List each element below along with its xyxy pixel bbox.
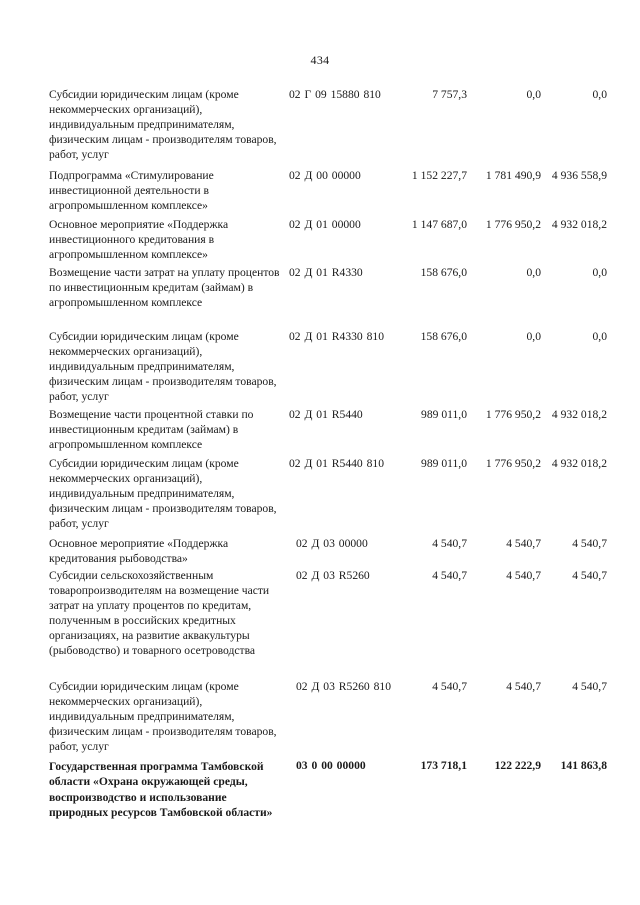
row-name: Субсидии юридическим лицам (кроме некоммерческих организаций), индивидуальным предпринимателям, физическим лицам - производителям товаров, работ, услуг	[49, 680, 277, 753]
row-code: 02 Д 00 00000	[289, 169, 361, 182]
row-code: 02 Д 03 R5260	[296, 569, 370, 582]
row-value-1: 4 540,7	[432, 569, 467, 582]
row-name: Основное мероприятие «Поддержка кредитования рыбоводства»	[49, 537, 229, 565]
row-value-3: 4 932 018,2	[551, 457, 607, 470]
row-value-1: 4 540,7	[432, 680, 467, 693]
row-value-3: 141 863,8	[560, 759, 607, 772]
row-name: Государственная программа Тамбовской области «Охрана окружающей среды, воспроизводство и использование природных ресурсов Тамбовской области»	[49, 760, 273, 819]
row-value-1: 989 011,0	[421, 457, 467, 470]
row-value-3: 0,0	[592, 266, 607, 279]
row-name: Субсидии юридическим лицам (кроме некоммерческих организаций), индивидуальным предпринимателям, физическим лицам - производителям товаров, работ, услуг	[49, 457, 277, 530]
row-code: 02 Г 09 15880 810	[289, 88, 381, 101]
row-code: 02 Д 01 00000	[289, 218, 361, 231]
row-name: Основное мероприятие «Поддержка инвестиционного кредитования в агропромышленном комплексе»	[49, 218, 229, 261]
row-value-1: 1 147 687,0	[411, 218, 467, 231]
row-value-3: 0,0	[592, 330, 607, 343]
row-value-2: 0,0	[526, 330, 541, 343]
row-value-3: 4 540,7	[572, 537, 607, 550]
row-value-2: 4 540,7	[506, 569, 541, 582]
row-code: 02 Д 01 R4330 810	[289, 330, 385, 343]
row-value-1: 1 152 227,7	[411, 169, 467, 182]
row-name: Подпрограмма «Стимулирование инвестиционной деятельности в агропромышленном комплексе»	[49, 169, 214, 212]
row-value-3: 4 932 018,2	[551, 218, 607, 231]
row-code: 02 Д 03 00000	[296, 537, 368, 550]
row-value-2: 4 540,7	[506, 537, 541, 550]
row-value-2: 4 540,7	[506, 680, 541, 693]
row-name: Возмещение части затрат на уплату процентов по инвестиционным кредитам (займам) в агропромышленном комплексе	[49, 266, 280, 309]
page-number: 434	[310, 53, 330, 67]
row-value-2: 1 776 950,2	[485, 218, 541, 231]
row-value-3: 4 936 558,9	[551, 169, 607, 182]
row-code: 02 Д 01 R5440	[289, 408, 363, 421]
row-value-2: 0,0	[526, 266, 541, 279]
row-value-3: 0,0	[592, 88, 607, 101]
row-value-1: 4 540,7	[432, 537, 467, 550]
row-value-1: 158 676,0	[420, 266, 467, 279]
row-code: 02 Д 01 R4330	[289, 266, 363, 279]
row-value-1: 989 011,0	[421, 408, 467, 421]
row-code: 02 Д 01 R5440 810	[289, 457, 385, 470]
row-name: Субсидии сельскохозяйственным товаропроизводителям на возмещение части затрат на уплату процентов по кредитам, полученным в российских кредитных организациях, на развитие аквакультуры (рыбоводство) и товарного осетроводства	[49, 569, 270, 657]
row-name: Субсидии юридическим лицам (кроме некоммерческих организаций), индивидуальным предпринимателям, физическим лицам - производителям товаров, работ, услуг	[49, 330, 277, 403]
row-name: Возмещение части процентной ставки по инвестиционным кредитам (займам) в агропромышленном комплексе	[49, 408, 254, 451]
row-value-2: 0,0	[526, 88, 541, 101]
row-value-2: 1 781 490,9	[485, 169, 541, 182]
row-code: 03 0 00 00000	[296, 759, 366, 772]
row-name: Субсидии юридическим лицам (кроме некоммерческих организаций), индивидуальным предпринимателям, физическим лицам - производителям товаров, работ, услуг	[49, 88, 277, 161]
row-value-1: 173 718,1	[420, 759, 467, 772]
row-code: 02 Д 03 R5260 810	[296, 680, 392, 693]
row-value-2: 122 222,9	[494, 759, 541, 772]
row-value-2: 1 776 950,2	[485, 408, 541, 421]
row-value-1: 158 676,0	[420, 330, 467, 343]
row-value-3: 4 540,7	[572, 569, 607, 582]
row-value-1: 7 757,3	[432, 88, 467, 101]
row-value-2: 1 776 950,2	[485, 457, 541, 470]
row-value-3: 4 932 018,2	[551, 408, 607, 421]
row-value-3: 4 540,7	[572, 680, 607, 693]
